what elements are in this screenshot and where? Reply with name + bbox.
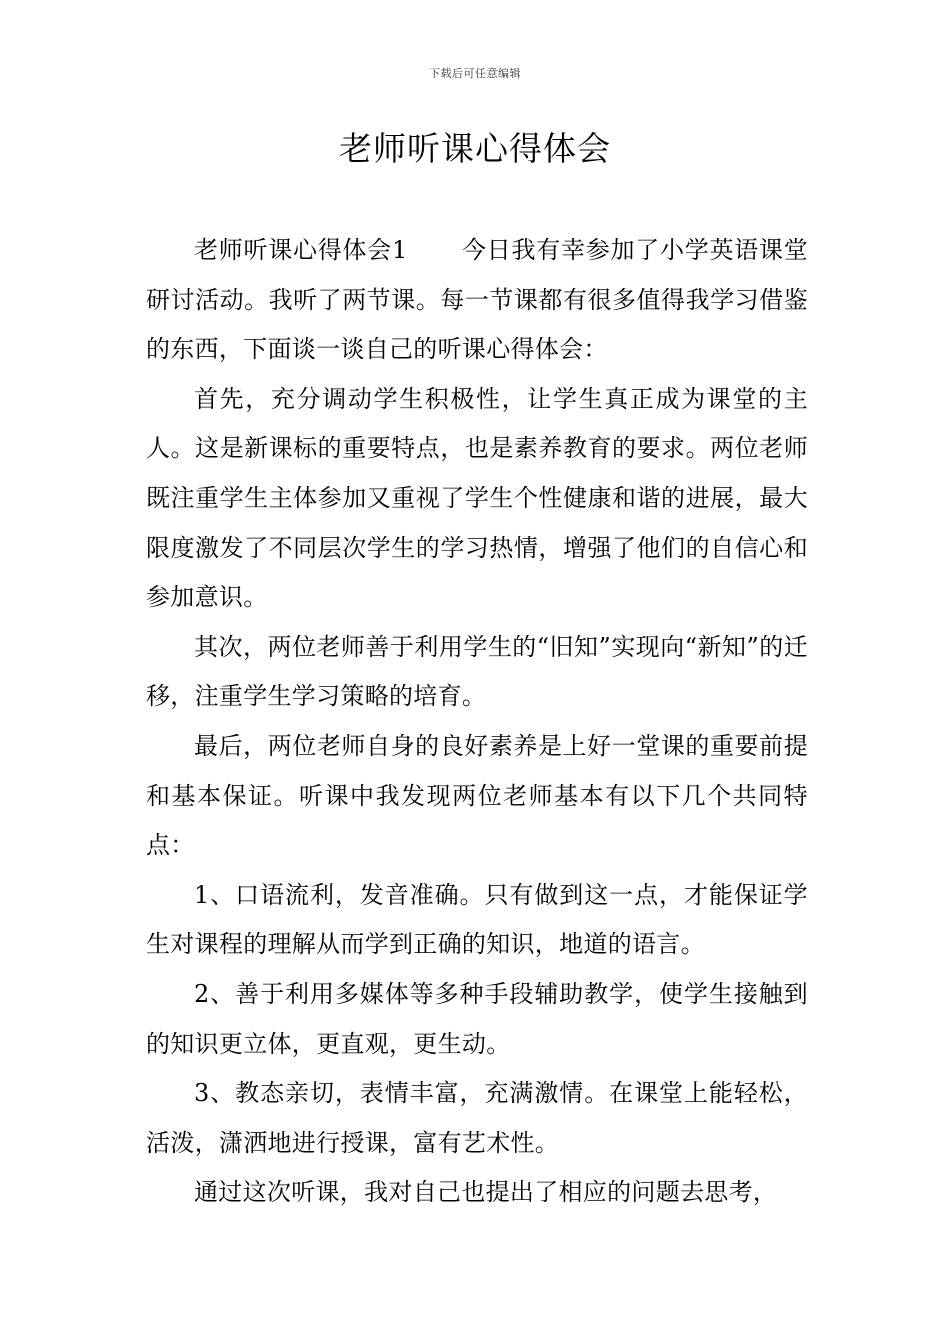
paragraph-5: 1、口语流利，发音准确。只有做到这一点，才能保证学生对课程的理解从而学到正确的知识，地道的语言。 bbox=[146, 880, 808, 959]
paragraph-7: 3、教态亲切，表情丰富，充满激情。在课堂上能轻松，活泼，潇洒地进行授课，富有艺术性。 bbox=[146, 1079, 808, 1157]
document-body bbox=[146, 226, 808, 1218]
paragraph-1 bbox=[146, 226, 808, 375]
paragraph-2: 首先，充分调动学生积极性，让学生真正成为课堂的主人。这是新课标的重要特点，也是素养教育的要求。两位老师既注重学生主体参加又重视了学生个性健康和谐的进展，最大限度激发了不同层次学生的学习热情，增强了他们的自信心和参加意识。 bbox=[146, 384, 808, 612]
paragraph-4: 最后，两位老师自身的良好素养是上好一堂课的重要前提和基本保证。听课中我发现两位老师基本有以下几个共同特点： bbox=[146, 731, 808, 860]
paragraph-3: 其次，两位老师善于利用学生的“旧知”实现向“新知”的迁移，注重学生学习策略的培育。 bbox=[146, 632, 808, 711]
paragraph-heading: 老师听课心得体会1 bbox=[194, 236, 408, 264]
header-note: 下载后可任意编辑 bbox=[429, 67, 521, 80]
document-title: 老师听课心得体会 bbox=[339, 129, 611, 168]
paragraph-text: 今日我有幸参加了小学英语课堂研讨活动。我听了两节课。每一节课都有很多值得我学习借鉴的东西，下面谈一谈自己的听课心得体会： bbox=[146, 236, 808, 364]
paragraph-6: 2、善于利用多媒体等多种手段辅助教学，使学生接触到的知识更立体，更直观，更生动。 bbox=[146, 979, 808, 1058]
paragraph-8: 通过这次听课，我对自己也提出了相应的问题去思考， bbox=[194, 1178, 778, 1207]
